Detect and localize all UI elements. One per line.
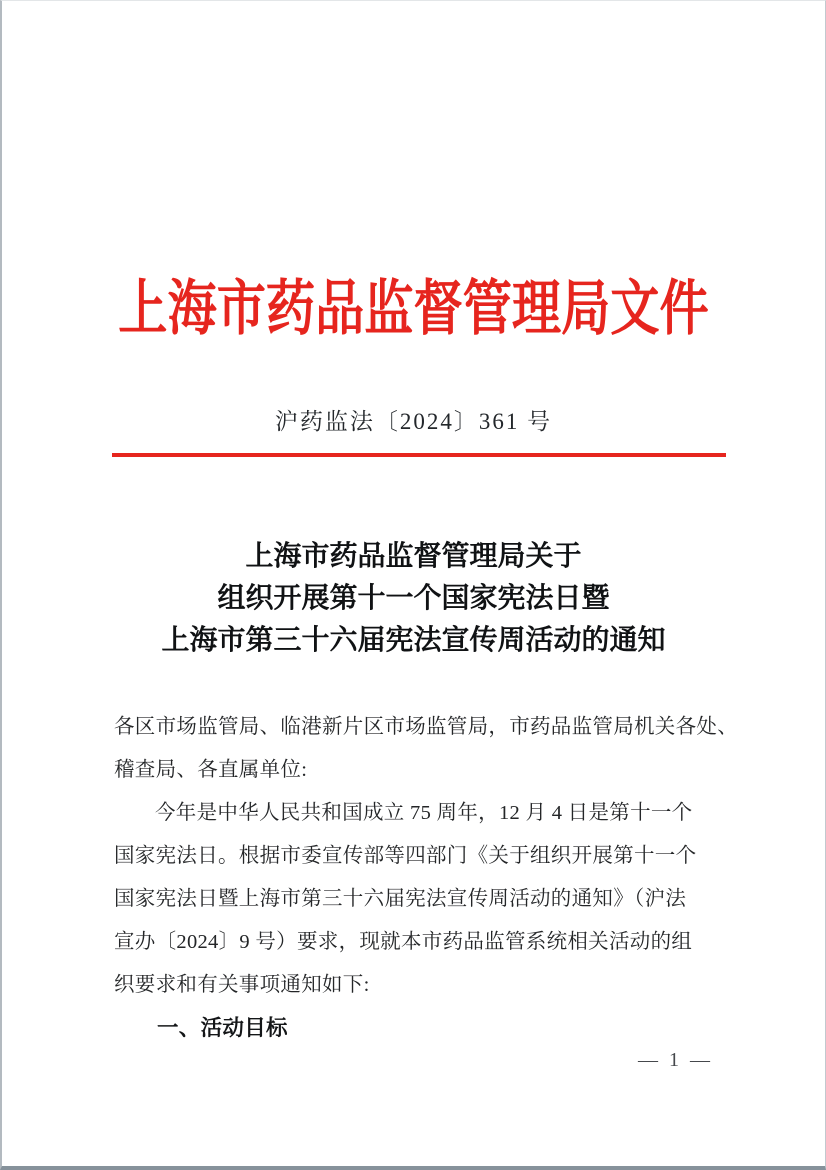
page-number: — 1 — xyxy=(638,1049,713,1071)
document-number: 沪药监法〔2024〕361 号 xyxy=(274,409,553,434)
notice-title-line: 上海市药品监督管理局关于 xyxy=(245,541,582,572)
paragraph-line: 国家宪法日。根据市委宣传部等四部门《关于组织开展第十一个 xyxy=(114,845,697,867)
notice-title-line: 上海市第三十六届宪法宣传周活动的通知 xyxy=(161,625,666,656)
notice-title-line: 组织开展第十一个国家宪法日暨 xyxy=(217,583,610,614)
document-body xyxy=(114,706,740,1050)
recipient-block xyxy=(114,706,740,792)
recipient-line: 各区市场监管局、临港新片区市场监管局，市药品监管局机关各处、 xyxy=(114,716,738,738)
section-heading-activity-goals: 一、活动目标 xyxy=(157,1016,288,1040)
paragraph-line: 国家宪法日暨上海市第三十六届宪法宣传周活动的通知》（沪法 xyxy=(114,888,687,910)
paragraph-line: 织要求和有关事项通知如下: xyxy=(114,974,370,996)
paragraph-line: 宣办〔2024〕9 号）要求，现就本市药品监管系统相关活动的组 xyxy=(114,931,693,953)
intro-paragraph xyxy=(114,792,740,1007)
agency-letterhead-title: 上海市药品监督管理局文件 xyxy=(118,276,709,342)
recipient-line: 稽查局、各直属单位: xyxy=(114,759,308,781)
red-divider-line xyxy=(112,453,726,457)
notice-title xyxy=(2,536,825,662)
paragraph-line: 今年是中华人民共和国成立 75 周年，12 月 4 日是第十一个 xyxy=(155,802,693,824)
